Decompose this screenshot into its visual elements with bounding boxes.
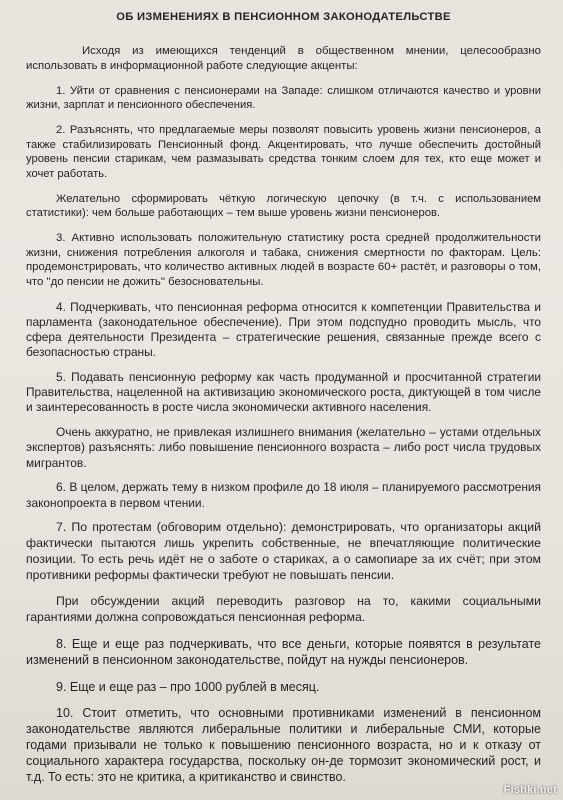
paragraph-2: 2. Разъяснять, что предлагаемые меры позволят повысить уровень жизни пенсионеров, а также стабилизировать Пенсионный фонд. Акцентировать, что лучше обеспечить достойный уровень пенсии старикам, чем размазывать средства тонким слоем для тех, кто еще может и хочет работать. [26,123,541,181]
watermark-logo: Fishki.net [503,784,557,796]
paragraph-10: 10. Стоит отметить, что основными противниками изменений в пенсионном законодательстве являются либеральные политики и либеральные СМИ, которые годами призывали не только к повышению пенсионного возраста, но и к отказу от социального характера государства, поскольку он-де тормозит экономический рост, и т.д. То есть: это не критика, а критиканство и свинство. [26,706,541,785]
paragraph-2-note: Желательно сформировать чёткую логическую цепочку (в т.ч. с использованием статистики): чем больше работающих – тем выше уровень жизни пенсионеров. [26,192,541,220]
document-title: ОБ ИЗМЕНЕНИЯХ В ПЕНСИОННОМ ЗАКОНОДАТЕЛЬСТВЕ [116,11,451,23]
paragraph-5-note: Очень аккуратно, не привлекая излишнего внимания (желательно – устами отдельных экспертов) разъяснять: либо повышение пенсионного возраста – либо рост числа трудовых мигрантов. [26,425,541,470]
paragraph-7: 7. По протестам (обговорим отдельно): демонстрировать, что организаторы акций фактически пытаются лишь укрепить собственные, не впечатляющие политические позиции. То есть речь идёт не о заботе о стариках, а о самопиаре за их счёт; при этом противники реформы фактически требуют не повышать пенсии. [26,520,541,582]
paragraph-7-note: При обсуждении акций переводить разговор на то, какими социальными гарантиями должна сопровождаться пенсионная реформа. [26,594,541,624]
paragraph-1: 1. Уйти от сравнения с пенсионерами на Западе: слишком отличаются качество и уровни жизни, зарплат и пенсионного обеспечения. [26,84,541,112]
paragraph-9: 9. Еще и еще раз – про 1000 рублей в месяц. [56,679,320,694]
paragraph-8: 8. Еще и еще раз подчеркивать, что все деньги, которые появятся в результате изменений в пенсионном законодательстве, пойдут на нужды пенсионеров. [26,637,541,668]
paragraph-intro: Исходя из имеющихся тенденций в общественном мнении, целесообразно использовать в информационной работе следующие акценты: [26,45,541,72]
paragraph-3: 3. Активно использовать положительную статистику роста средней продолжительности жизни, снижения потребления алкоголя и табака, снижения смертности по факторам. Цель: продемонстрировать, что количество активных людей в возрасте 60+ растёт, и разговоры о том, что "до пенсии не дожить" безосновательны. [26,231,541,289]
paragraph-6: 6. В целом, держать тему в низком профиле до 18 июля – планируемого рассмотрения законопроекта в первом чтении. [26,480,541,510]
paragraph-5: 5. Подавать пенсионную реформу как часть продуманной и просчитанной стратегии Правительства, нацеленной на активизацию экономического роста, диктующей в том числе и заинтересованность в росте числа экономически активного населения. [26,369,541,415]
paragraph-4: 4. Подчеркивать, что пенсионная реформа относится к компетенции Правительства и парламента (законодательное обеспечение). При этом подспудно проводить мысль, что сфера деятельности Президента – стратегические решения, связанные прежде всего с безопасностью страны. [26,299,541,360]
